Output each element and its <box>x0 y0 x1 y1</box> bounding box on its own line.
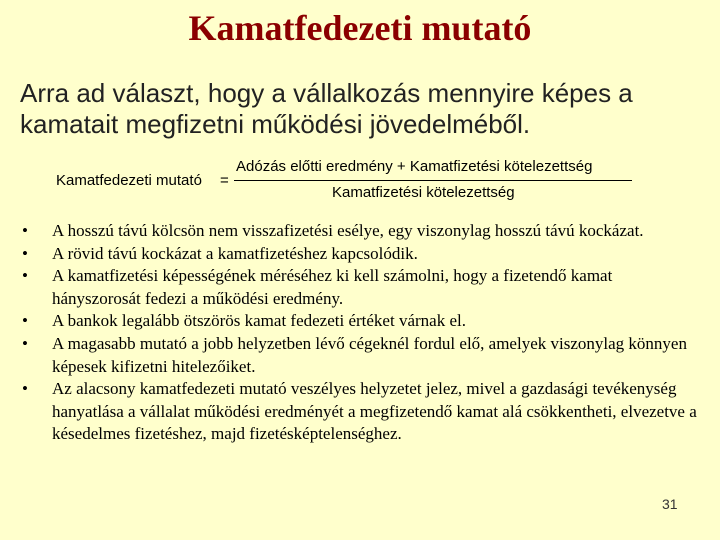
bullet-item <box>22 310 702 333</box>
bullet-text: Az alacsony kamatfedezeti mutató veszélyes helyzetet jelez, mivel a gazdasági tevékenység hanyatlása a vállalat működési eredményét a megfizetendő kamat alá csökkentheti, elvezetve a késedelmes fizetéshez, majd fizetésképtelenséghez. <box>52 379 697 444</box>
bullet-item <box>22 243 702 266</box>
formula-denominator: Kamatfizetési kötelezettség <box>332 184 515 201</box>
bullet-text: A kamatfizetési képességének méréséhez ki kell számolni, hogy a fizetendő kamat hányszorosát fedezi a működési eredmény. <box>52 266 613 308</box>
formula-equals: = <box>220 172 229 189</box>
bullet-list <box>22 220 702 446</box>
bullet-marker: • <box>22 333 28 353</box>
bullet-marker: • <box>22 266 28 286</box>
page-number: 31 <box>662 496 678 512</box>
formula-lhs: Kamatfedezeti mutató <box>56 172 202 189</box>
bullet-marker: • <box>22 311 28 331</box>
bullet-text: A magasabb mutató a jobb helyzetben lévő cégeknél fordul elő, amelyek viszonylag könnyen képesek kifizetni hitelezőiket. <box>52 333 687 376</box>
bullet-item <box>22 220 702 243</box>
bullet-marker: • <box>22 243 28 263</box>
bullet-item <box>22 378 702 446</box>
bullet-text: A hosszú távú kölcsön nem visszafizetési esélye, egy viszonylag hosszú távú kockázat. <box>52 221 644 240</box>
bullet-marker: • <box>22 379 28 399</box>
formula-numerator: Adózás előtti eredmény + Kamatfizetési kötelezettség <box>236 158 593 175</box>
slide-title: Kamatfedezeti mutató <box>188 8 532 48</box>
formula <box>56 156 656 210</box>
bullet-item <box>22 265 702 310</box>
bullet-text: A bankok legalább ötszörös kamat fedezeti értéket várnak el. <box>52 311 466 331</box>
bullet-item <box>22 333 702 378</box>
bullet-marker: • <box>22 221 28 240</box>
bullet-text: A rövid távú kockázat a kamatfizetéshez kapcsolódik. <box>52 243 418 263</box>
intro-text: Arra ad választ, hogy a vállalkozás mennyire képes a kamatait megfizetni működési jövedelméből. <box>20 78 633 139</box>
fraction-bar <box>234 180 632 181</box>
